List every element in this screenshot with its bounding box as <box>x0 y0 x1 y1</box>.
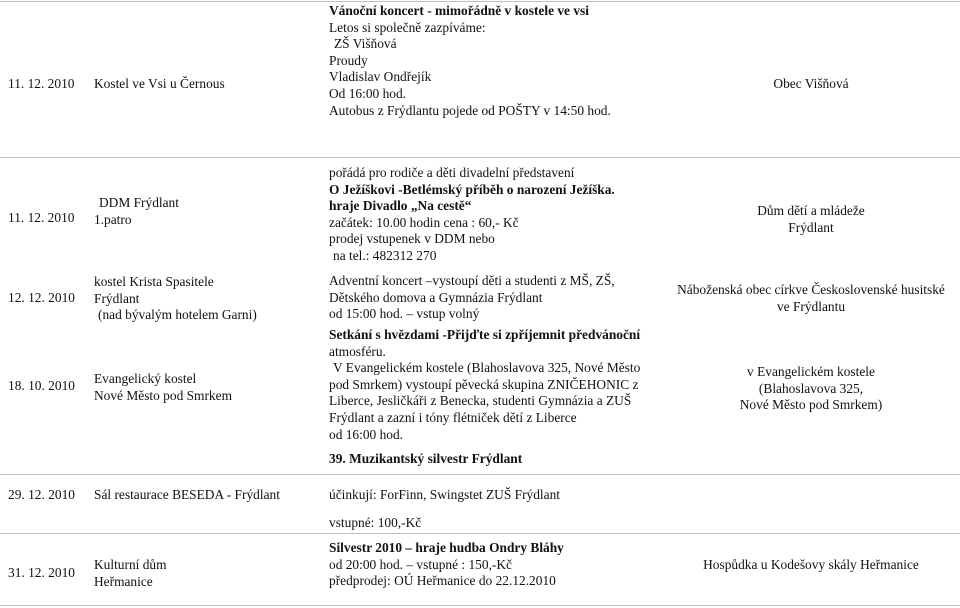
table-rule-top <box>0 1 960 2</box>
program-line: Liberce, Jesličkáři z Benecka, studenti Gymnázia a ZUŠ <box>329 393 632 409</box>
table-rule-row5 <box>0 533 960 534</box>
program-line: pořádá pro rodiče a děti divadelní představení <box>329 165 575 180</box>
program-cell <box>329 451 560 532</box>
venue-line: DDM Frýdlant <box>99 195 179 210</box>
venue-cell <box>94 371 232 404</box>
program-line: na tel.: 482312 270 <box>333 247 437 263</box>
program-highlight: Setkání s hvězdami -Přijďte si zpříjemnit předvánoční <box>329 327 641 342</box>
program-line: Adventní koncert –vystoupí děti a studenti z MŠ, ZŠ, <box>329 273 615 288</box>
venue-line: Kostel ve Vsi u Černous <box>94 76 225 91</box>
venue-cell <box>94 487 280 504</box>
table-rule-bottom <box>0 605 960 606</box>
organizer-line: Hospůdka u Kodešovy skály Heřmanice <box>703 557 919 572</box>
program-line: Dětského domova a Gymnázia Frýdlant <box>329 289 543 305</box>
organizer-line: Náboženská obec církve Československé husitské <box>677 282 945 297</box>
date-cell: 31. 12. 2010 <box>8 565 75 580</box>
program-line: O Ježíškovi -Betlémský příběh o narození Ježíška. <box>329 181 615 197</box>
venue-line: kostel Krista Spasitele <box>94 274 214 289</box>
program-line: pod Smrkem) vystoupí pěvecká skupina ZNIČEHONIC z <box>329 376 639 392</box>
program-line: vstupné: 100,-Kč <box>329 515 422 531</box>
program-line: 39. Muzikantský silvestr Frýdlant <box>329 451 523 466</box>
venue-line: 1.patro <box>94 211 132 227</box>
program-cell <box>329 273 615 323</box>
program-line: Vánoční koncert - mimořádně v kostele ve vsi <box>329 3 589 18</box>
date-cell: 18. 10. 2010 <box>8 378 75 393</box>
table-rule-row1 <box>0 157 960 158</box>
venue-line: Kulturní dům <box>94 557 167 572</box>
program-line: od 15:00 hod. – vstup volný <box>329 306 480 322</box>
organizer-line: Obec Višňová <box>773 76 849 91</box>
program-line: začátek: 10.00 hodin cena : 60,- Kč <box>329 214 519 230</box>
venue-line: Evangelický kostel <box>94 371 197 386</box>
venue-cell <box>94 195 179 228</box>
program-line: od 20:00 hod. – vstupné : 150,-Kč <box>329 556 512 572</box>
venue-cell <box>94 76 225 93</box>
organizer-line: (Blahoslavova 325, <box>758 380 864 396</box>
program-line: Proudy <box>329 52 368 68</box>
program-line: od 16:00 hod. <box>329 426 404 442</box>
program-cell <box>329 3 611 119</box>
organizer-cell <box>660 557 960 574</box>
organizer-line: Dům dětí a mládeže <box>757 203 865 218</box>
program-line: V Evangelickém kostele (Blahoslavova 325, Nové Město <box>333 360 641 376</box>
organizer-line: ve Frýdlantu <box>776 298 846 314</box>
program-cell <box>329 165 615 265</box>
venue-line: Heřmanice <box>94 573 153 589</box>
venue-line: Frýdlant <box>94 290 140 306</box>
program-line: atmosféru. <box>329 343 386 359</box>
date-cell: 12. 12. 2010 <box>8 290 75 305</box>
program-line: Silvestr 2010 – hraje hudba Ondry Bláhy <box>329 540 564 555</box>
program-line: hraje Divadlo „Na cestě“ <box>329 198 472 214</box>
venue-line: Sál restaurace BESEDA - Frýdlant <box>94 487 280 502</box>
program-line: Letos si společně zazpíváme: <box>329 19 486 35</box>
program-line: předprodej: OÚ Heřmanice do 22.12.2010 <box>329 573 556 589</box>
organizer-line: Nové Město pod Smrkem) <box>739 397 883 413</box>
program-cell <box>329 540 564 590</box>
program-line: Vladislav Ondřejík <box>329 69 432 85</box>
program-line: Autobus z Frýdlantu pojede od POŠTY v 14:50 hod. <box>329 102 611 118</box>
program-line: Frýdlant a zazní i tóny flétniček dětí z Liberce <box>329 409 577 425</box>
organizer-cell <box>700 203 922 236</box>
organizer-cell <box>700 364 922 414</box>
organizer-cell <box>700 76 922 93</box>
venue-cell <box>94 274 257 324</box>
organizer-line: v Evangelickém kostele <box>747 364 875 379</box>
program-line: prodej vstupenek v DDM nebo <box>329 231 495 247</box>
venue-cell <box>94 557 167 590</box>
program-line: účinkují: ForFinn, Swingstet ZUŠ Frýdlant <box>329 486 561 502</box>
program-cell <box>329 327 640 443</box>
date-cell: 29. 12. 2010 <box>8 487 75 502</box>
program-line: Od 16:00 hod. <box>329 85 406 101</box>
program-line <box>329 327 640 344</box>
venue-line: (nad bývalým hotelem Garni) <box>98 307 257 323</box>
date-cell: 11. 12. 2010 <box>8 76 75 91</box>
program-line: ZŠ Višňová <box>334 36 397 52</box>
venue-line: Nové Město pod Smrkem <box>94 387 232 403</box>
organizer-line: Frýdlant <box>788 219 834 235</box>
date-cell: 11. 12. 2010 <box>8 210 75 225</box>
organizer-cell <box>660 282 960 315</box>
